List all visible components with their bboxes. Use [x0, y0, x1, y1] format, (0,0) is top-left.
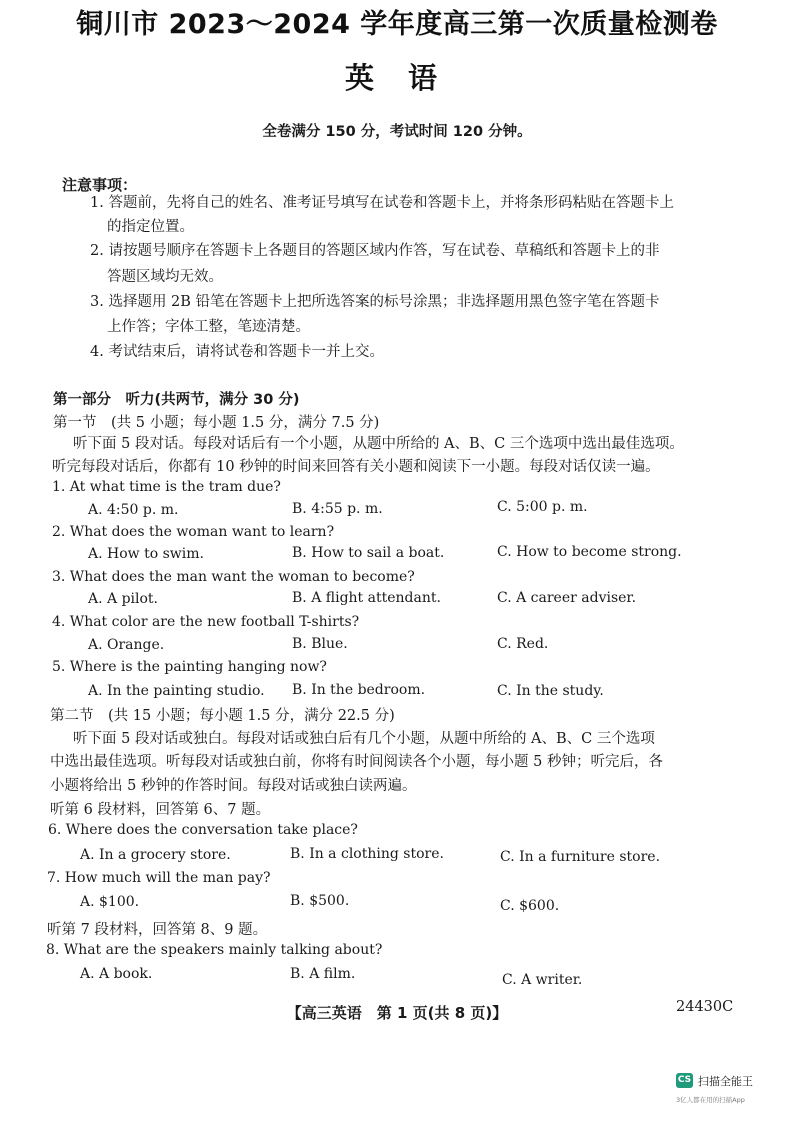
question-stem: 3. What does the man want the woman to become?	[52, 569, 415, 585]
notice-line: 的指定位置。	[107, 219, 194, 235]
option-c: C. A career adviser.	[497, 590, 637, 606]
option-b: B. A flight attendant.	[292, 590, 441, 606]
question-stem: 4. What color are the new football T-shirts?	[52, 614, 360, 630]
option-a: A. $100.	[80, 894, 140, 910]
option-a: A. A pilot.	[88, 591, 158, 607]
section2-instruction: 中选出最佳选项。听每段对话或独白前，你将有时间阅读各个小题，每小题 5 秒钟；听完后，各	[50, 754, 663, 770]
question-stem: 5. Where is the painting hanging now?	[52, 659, 327, 675]
section2-heading: 第二节 (共 15 小题；每小题 1.5 分，满分 22.5 分)	[50, 708, 395, 724]
option-b: B. A film.	[290, 966, 356, 982]
option-a: A. 4:50 p. m.	[88, 502, 179, 518]
section2-instruction: 小题将给出 5 秒钟的作答时间。每段对话或独白读两遍。	[50, 778, 417, 794]
paper-code: 24430C	[676, 999, 734, 1015]
question-stem: 7. How much will the man pay?	[47, 870, 271, 886]
exam-title: 铜川市 2023～2024 学年度高三第一次质量检测卷	[76, 9, 718, 40]
option-c: C. Red.	[497, 636, 549, 652]
option-a: A. In a grocery store.	[80, 847, 231, 863]
full-score-note: 全卷满分 150 分，考试时间 120 分钟。	[262, 124, 532, 140]
option-c: C. A writer.	[502, 972, 583, 988]
section1-instruction: 听完每段对话后，你都有 10 秒钟的时间来回答有关小题和阅读下一小题。每段对话仅读一遍。	[52, 459, 660, 475]
question-stem: 6. Where does the conversation take place?	[48, 822, 358, 838]
notice-line: 1. 答题前，先将自己的姓名、准考证号填写在试卷和答题卡上，并将条形码粘贴在答题卡上	[90, 195, 674, 211]
watermark-sub: 3亿人都在用的扫描App	[676, 1096, 745, 1104]
notice-line: 上作答；字体工整，笔迹清楚。	[107, 319, 310, 335]
option-a: A. In the painting studio.	[88, 683, 265, 699]
option-c: C. In the study.	[497, 683, 604, 699]
option-b: B. In a clothing store.	[290, 846, 444, 862]
notice-line: 答题区域均无效。	[107, 269, 223, 285]
camscanner-logo-icon: CS	[676, 1073, 693, 1088]
watermark-name: 扫描全能王	[698, 1075, 753, 1088]
part1-heading: 第一部分 听力(共两节，满分 30 分)	[53, 392, 300, 408]
notice-line: 4. 考试结束后，请将试卷和答题卡一并上交。	[90, 344, 384, 360]
subject-title: 英 语	[344, 61, 450, 95]
option-a: A. How to swim.	[88, 546, 204, 562]
section1-heading: 第一节 (共 5 小题；每小题 1.5 分，满分 7.5 分)	[53, 415, 380, 431]
option-b: B. $500.	[290, 893, 350, 909]
option-c: C. $600.	[500, 898, 560, 914]
question-stem: 8. What are the speakers mainly talking about?	[46, 942, 383, 958]
notice-line: 3. 选择题用 2B 铅笔在答题卡上把所选答案的标号涂黑；非选择题用黑色签字笔在答题卡	[90, 294, 660, 310]
option-b: B. How to sail a boat.	[292, 545, 445, 561]
material-note: 听第 6 段材料，回答第 6、7 题。	[50, 802, 271, 818]
option-c: C. 5:00 p. m.	[497, 499, 588, 515]
option-c: C. In a furniture store.	[500, 849, 661, 865]
option-a: A. Orange.	[88, 637, 165, 653]
section2-instruction: 听下面 5 段对话或独白。每段对话或独白后有几个小题，从题中所给的 A、B、C 三个选项	[73, 731, 655, 747]
notice-heading: 注意事项：	[62, 176, 138, 194]
material-note: 听第 7 段材料，回答第 8、9 题。	[47, 922, 268, 938]
notice-line: 2. 请按题号顺序在答题卡上各题目的答题区域内作答，写在试卷、草稿纸和答题卡上的非	[90, 243, 660, 259]
option-b: B. In the bedroom.	[292, 682, 426, 698]
question-stem: 2. What does the woman want to learn?	[52, 524, 335, 540]
page-footer: 【高三英语 第 1 页(共 8 页)】	[286, 1004, 508, 1022]
option-b: B. 4:55 p. m.	[292, 501, 383, 517]
question-stem: 1. At what time is the tram due?	[52, 479, 281, 495]
option-a: A. A book.	[80, 966, 153, 982]
option-c: C. How to become strong.	[497, 544, 682, 560]
option-b: B. Blue.	[292, 636, 348, 652]
section1-instruction: 听下面 5 段对话。每段对话后有一个小题，从题中所给的 A、B、C 三个选项中选出最佳选项。	[73, 436, 684, 452]
